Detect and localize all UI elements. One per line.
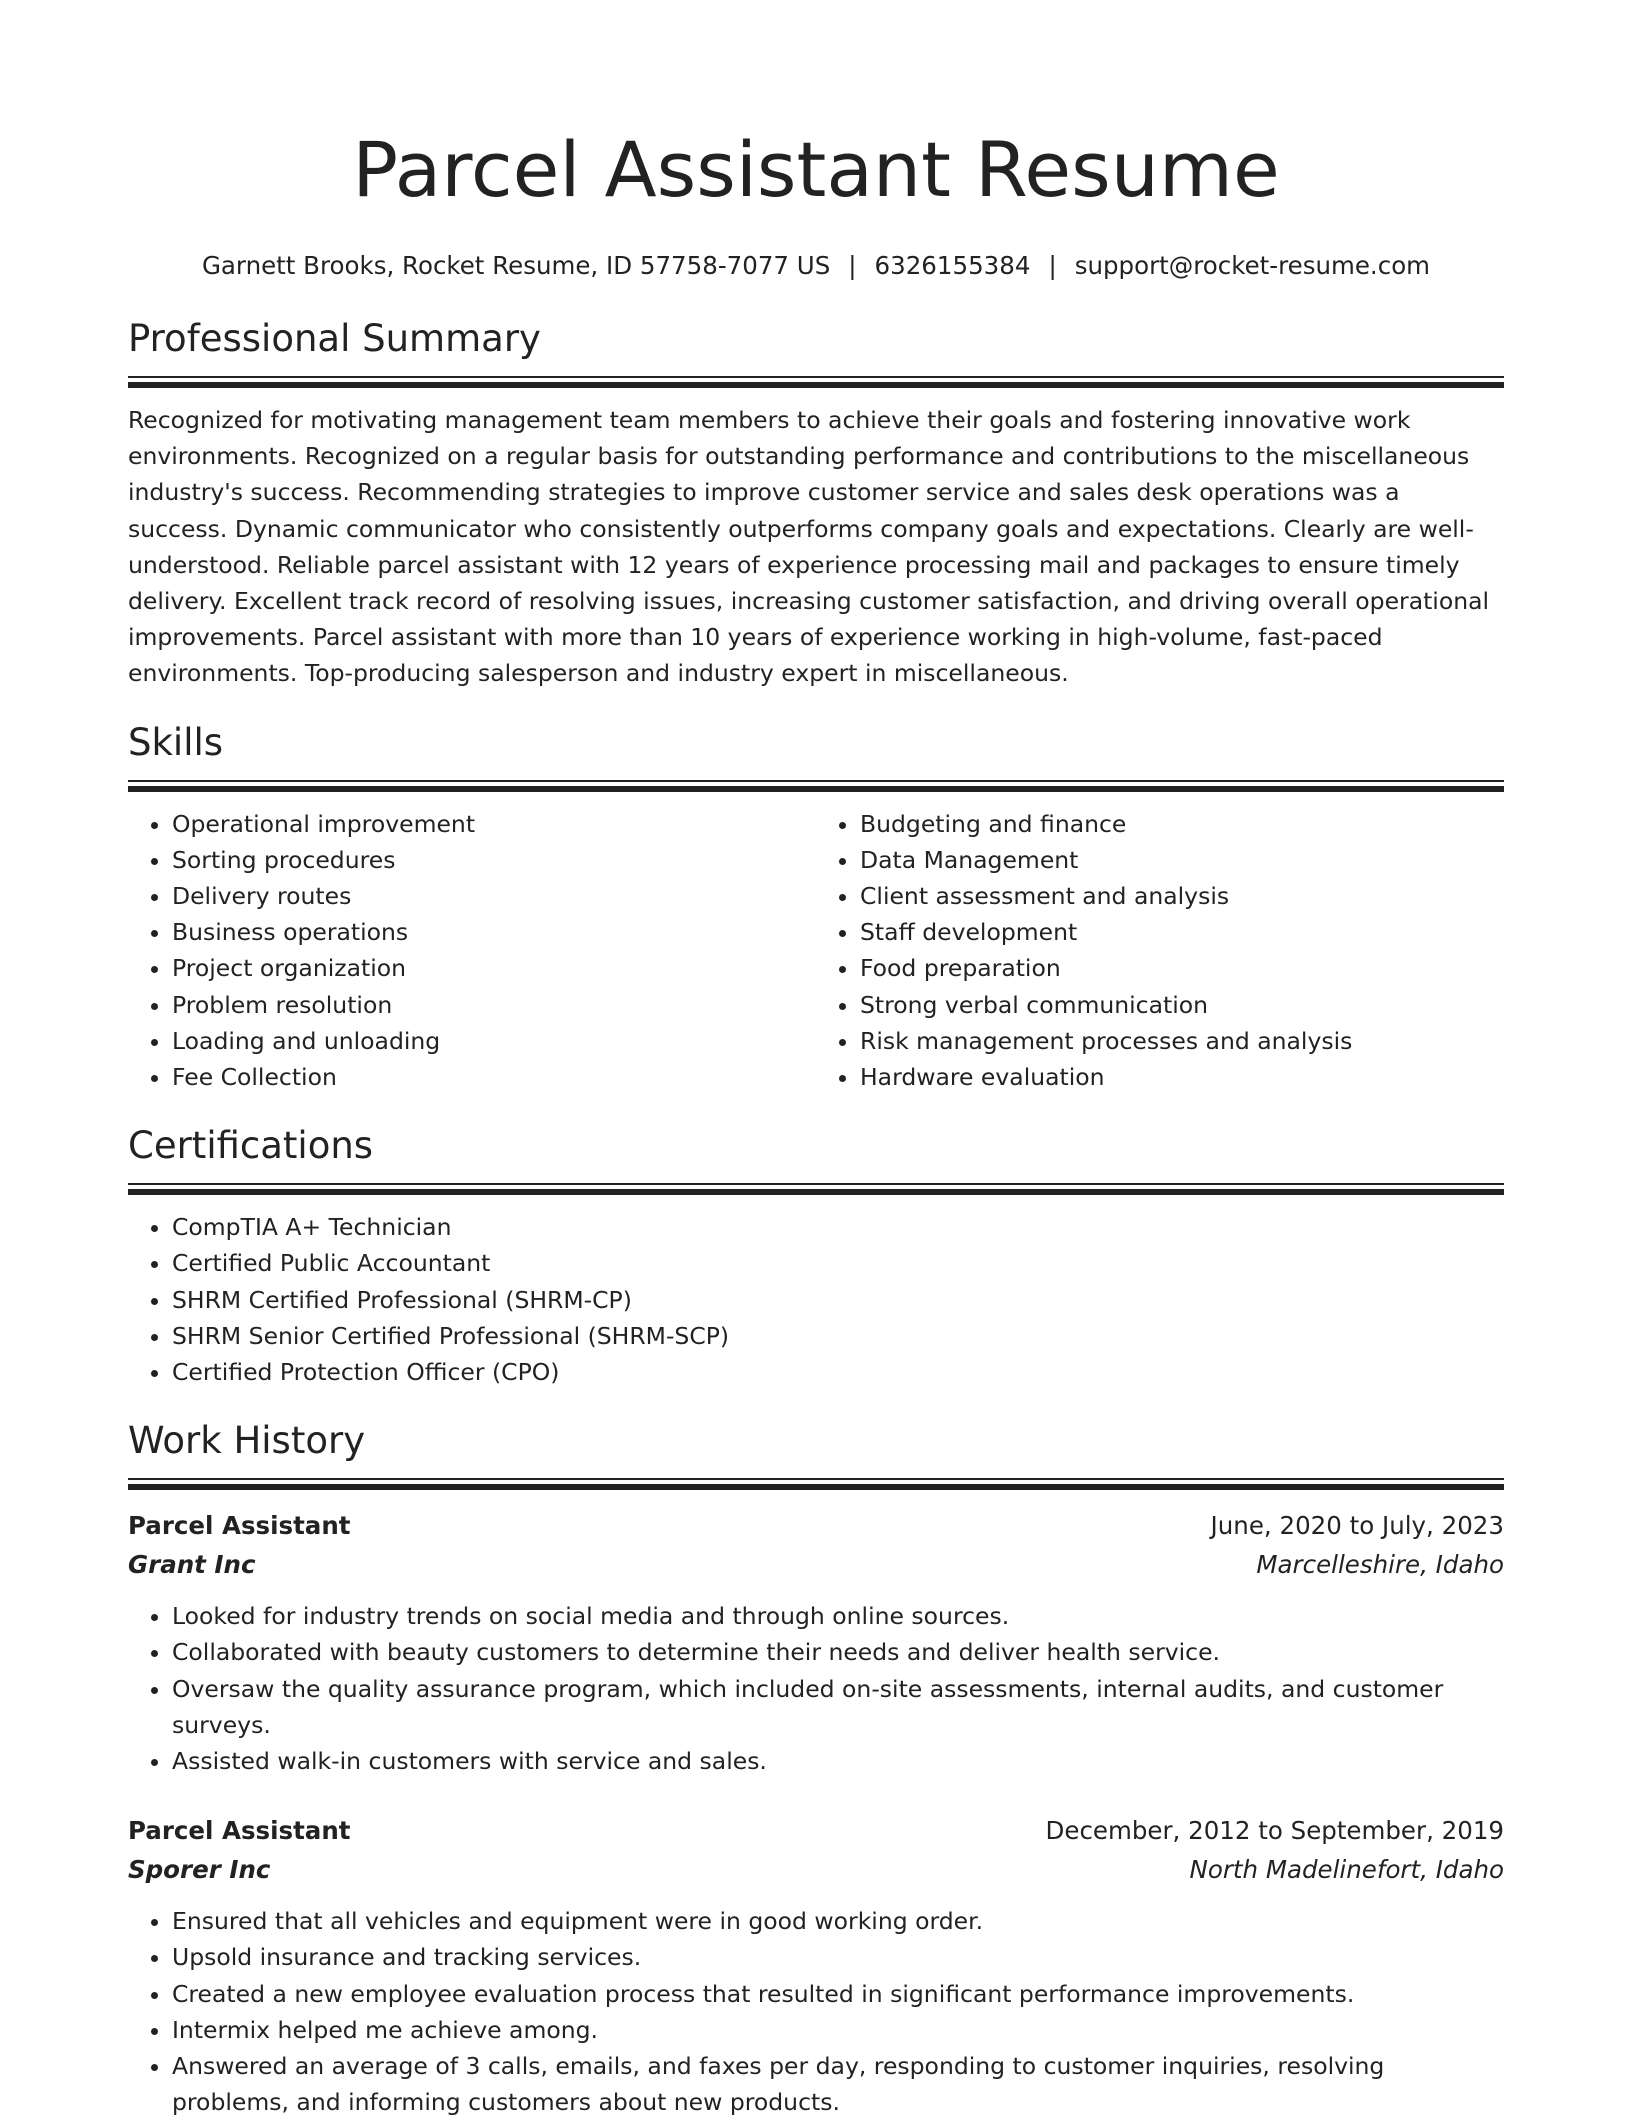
work-history-heading: Work History bbox=[128, 1419, 366, 1463]
section-divider bbox=[128, 376, 1504, 388]
job-header bbox=[128, 1811, 1504, 1850]
job-company: Grant Inc bbox=[128, 1550, 256, 1580]
job-dates: December, 2012 to September, 2019 bbox=[1045, 1816, 1504, 1846]
skills-columns bbox=[128, 806, 1504, 1096]
job-dates: June, 2020 to July, 2023 bbox=[1210, 1511, 1504, 1541]
list-item: • Upsold insurance and tracking services. bbox=[172, 1939, 1504, 1975]
list-item: • Assisted walk-in customers with service and sales. bbox=[172, 1743, 1504, 1779]
list-item: • Hardware evaluation bbox=[860, 1059, 1504, 1095]
section-divider bbox=[128, 1478, 1504, 1490]
skills-section bbox=[128, 718, 1504, 1096]
job-subheader bbox=[128, 1850, 1504, 1889]
certifications-section bbox=[128, 1121, 1504, 1390]
contact-address: Garnett Brooks, Rocket Resume, ID 57758-7077 US bbox=[201, 251, 831, 280]
contact-phone: 6326155384 bbox=[874, 251, 1031, 280]
summary-text: Recognized for motivating management team members to achieve their goals and fostering innovative work environments. Recognized on a regular basis for outstanding performance and contributions to the miscellaneous industry's success. Recommending strategies to improve customer service and sales desk operations was a success. Dynamic communicator who consistently outperforms company goals and expectations. Clearly are well-understood. Reliable parcel assistant with 12 years of experience processing mail and packages to ensure timely delivery. Excellent track record of resolving issues, increasing customer satisfaction, and driving overall operational improvements. Parcel assistant with more than 10 years of experience working in high-volume, fast-paced environments. Top-producing salesperson and industry expert in miscellaneous. bbox=[128, 406, 1490, 688]
work-history-section bbox=[128, 1416, 1504, 2120]
section-divider bbox=[128, 1183, 1504, 1195]
certifications-list bbox=[128, 1209, 1504, 1390]
list-item: • Data Management bbox=[860, 842, 1504, 878]
list-item: • Looked for industry trends on social media and through online sources. bbox=[172, 1598, 1504, 1634]
list-item: • Operational improvement bbox=[172, 806, 816, 842]
list-item: • SHRM Certified Professional (SHRM-CP) bbox=[172, 1282, 1504, 1318]
skills-heading: Skills bbox=[128, 720, 224, 764]
contact-separator: | bbox=[848, 251, 857, 280]
list-item: • Certified Protection Officer (CPO) bbox=[172, 1354, 1504, 1390]
job-duties-list bbox=[128, 1903, 1504, 2120]
job-entry bbox=[128, 1811, 1504, 2120]
list-item: • SHRM Senior Certified Professional (SHRM-SCP) bbox=[172, 1318, 1504, 1354]
resume-title: Parcel Assistant Resume bbox=[352, 125, 1280, 214]
resume-page bbox=[128, 0, 1504, 2121]
job-company: Sporer Inc bbox=[128, 1855, 271, 1885]
job-location: Marcelleshire, Idaho bbox=[1256, 1550, 1504, 1580]
section-divider bbox=[128, 780, 1504, 792]
contact-separator: | bbox=[1048, 251, 1057, 280]
list-item: • Client assessment and analysis bbox=[860, 878, 1504, 914]
list-item: • Project organization bbox=[172, 950, 816, 986]
list-item: • Staff development bbox=[860, 914, 1504, 950]
job-duties-list bbox=[128, 1598, 1504, 1779]
list-item: • Loading and unloading bbox=[172, 1023, 816, 1059]
job-entry bbox=[128, 1506, 1504, 1779]
list-item: • Budgeting and finance bbox=[860, 806, 1504, 842]
job-title: Parcel Assistant bbox=[128, 1816, 351, 1846]
contact-email: support@rocket-resume.com bbox=[1074, 251, 1431, 280]
certifications-heading: Certifications bbox=[128, 1124, 374, 1168]
list-item: • Ensured that all vehicles and equipment were in good working order. bbox=[172, 1903, 1504, 1939]
summary-section bbox=[128, 314, 1504, 692]
list-item: • CompTIA A+ Technician bbox=[172, 1209, 1504, 1245]
summary-heading: Professional Summary bbox=[128, 317, 541, 360]
list-item: • Delivery routes bbox=[172, 878, 816, 914]
skills-list-right bbox=[816, 806, 1504, 1096]
list-item: • Sorting procedures bbox=[172, 842, 816, 878]
list-item: • Answered an average of 3 calls, emails, and faxes per day, responding to customer inquiries, resolving problems, and informing customers about new products. bbox=[172, 2048, 1504, 2120]
list-item: • Strong verbal communication bbox=[860, 987, 1504, 1023]
list-item: • Risk management processes and analysis bbox=[860, 1023, 1504, 1059]
list-item: • Certified Public Accountant bbox=[172, 1245, 1504, 1281]
job-location: North Madelinefort, Idaho bbox=[1189, 1855, 1504, 1885]
job-subheader bbox=[128, 1545, 1504, 1584]
list-item: • Fee Collection bbox=[172, 1059, 816, 1095]
list-item: • Created a new employee evaluation process that resulted in significant performance improvements. bbox=[172, 1976, 1504, 2012]
skills-list-left bbox=[128, 806, 816, 1096]
list-item: • Collaborated with beauty customers to determine their needs and deliver health service. bbox=[172, 1634, 1504, 1670]
list-item: • Problem resolution bbox=[172, 987, 816, 1023]
contact-line bbox=[128, 248, 1504, 284]
list-item: • Food preparation bbox=[860, 950, 1504, 986]
list-item: • Intermix helped me achieve among. bbox=[172, 2012, 1504, 2048]
job-title: Parcel Assistant bbox=[128, 1511, 351, 1541]
job-header bbox=[128, 1506, 1504, 1545]
list-item: • Oversaw the quality assurance program, which included on-site assessments, internal audits, and customer surveys. bbox=[172, 1671, 1504, 1743]
list-item: • Business operations bbox=[172, 914, 816, 950]
